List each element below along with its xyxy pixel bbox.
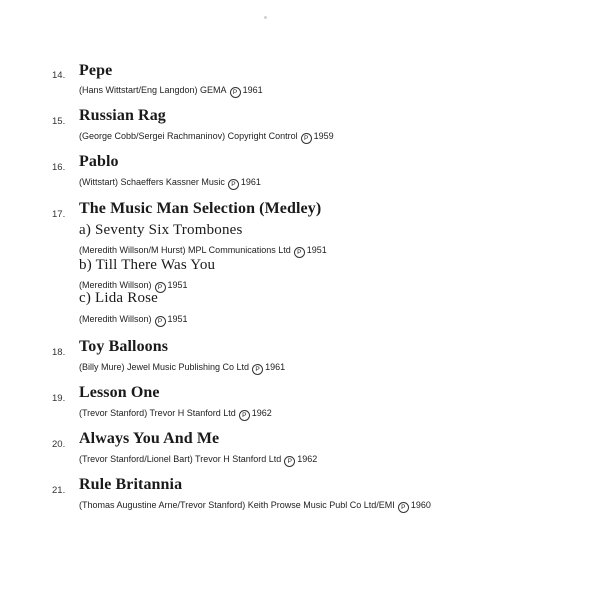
credit-year: 1962 — [251, 408, 272, 418]
credit-text: (Trevor Stanford) Trevor H Stanford Ltd — [79, 408, 236, 418]
track-title: Pablo — [79, 153, 119, 170]
track-title: Toy Balloons — [79, 338, 169, 355]
track-title: Pepe — [79, 62, 113, 79]
track-number: 15. — [52, 116, 66, 127]
track-number: 17. — [52, 209, 66, 220]
phonogram-icon: P — [239, 410, 250, 421]
credit-year: 1961 — [242, 85, 263, 95]
track-credit — [79, 408, 272, 421]
credit-year: 1959 — [313, 131, 334, 141]
credit-text: (Hans Wittstart/Eng Langdon) GEMA — [79, 85, 227, 95]
phonogram-icon: P — [294, 247, 305, 258]
phonogram-icon: P — [155, 282, 166, 293]
track-credit — [79, 314, 188, 327]
track-number: 14. — [52, 70, 66, 81]
medley-part-title: c) Lida Rose — [79, 290, 159, 306]
credit-text: (Meredith Willson) — [79, 280, 152, 290]
track-title: Lesson One — [79, 384, 160, 401]
track-number: 20. — [52, 439, 66, 450]
track-number: 19. — [52, 393, 66, 404]
credit-year: 1961 — [265, 362, 286, 372]
credit-text: (Meredith Willson) — [79, 314, 152, 324]
phonogram-icon: P — [284, 456, 295, 467]
medley-part-title: b) Till There Was You — [79, 257, 216, 273]
credit-text: (Trevor Stanford/Lionel Bart) Trevor H Stanford Ltd — [79, 454, 282, 464]
track-title: Russian Rag — [79, 107, 166, 124]
credit-text: (Thomas Augustine Arne/Trevor Stanford) Keith Prowse Music Publ Co Ltd/EMI — [79, 500, 395, 510]
credit-year: 1962 — [297, 454, 318, 464]
track-credit — [79, 454, 317, 467]
phonogram-icon: P — [230, 87, 241, 98]
track-number: 16. — [52, 162, 66, 173]
credit-year: 1951 — [167, 280, 188, 290]
credit-year: 1961 — [240, 177, 261, 187]
track-credit — [79, 362, 285, 375]
track-title: Rule Britannia — [79, 476, 183, 493]
phonogram-icon: P — [155, 316, 166, 327]
credit-text: (Meredith Willson/M Hurst) MPL Communications Ltd — [79, 245, 291, 255]
track-credit — [79, 85, 263, 98]
credit-text: (George Cobb/Sergei Rachmaninov) Copyright Control — [79, 131, 298, 141]
credit-year: 1960 — [410, 500, 431, 510]
phonogram-icon: P — [301, 133, 312, 144]
print-speck — [264, 16, 267, 19]
credit-text: (Billy Mure) Jewel Music Publishing Co Ltd — [79, 362, 250, 372]
track-credit — [79, 131, 334, 144]
credit-year: 1951 — [167, 314, 188, 324]
phonogram-icon: P — [252, 364, 263, 375]
track-title: The Music Man Selection (Medley) — [79, 200, 322, 217]
phonogram-icon: P — [228, 179, 239, 190]
track-title: Always You And Me — [79, 430, 220, 447]
track-number: 18. — [52, 347, 66, 358]
track-credit — [79, 177, 261, 190]
credit-year: 1951 — [306, 245, 327, 255]
track-credit — [79, 500, 431, 513]
credit-text: (Wittstart) Schaeffers Kassner Music — [79, 177, 225, 187]
phonogram-icon: P — [398, 502, 409, 513]
medley-part-title: a) Seventy Six Trombones — [79, 222, 243, 238]
track-number: 21. — [52, 485, 66, 496]
